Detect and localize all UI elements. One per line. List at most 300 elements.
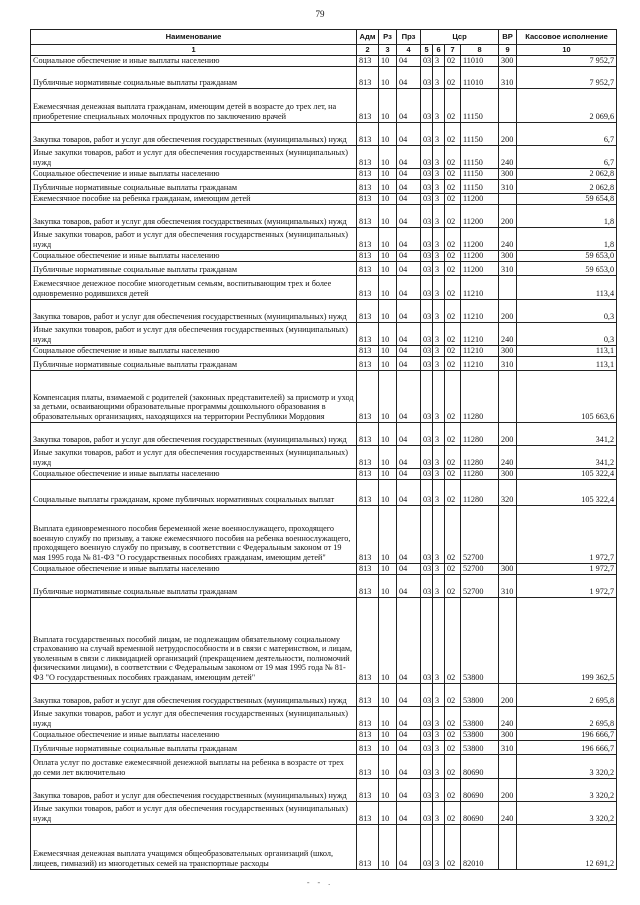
row-vr: 200 bbox=[499, 122, 517, 145]
row-csr-part3: 02 bbox=[445, 683, 461, 706]
table-row bbox=[31, 505, 617, 563]
row-vr: 200 bbox=[499, 204, 517, 227]
row-vr bbox=[499, 370, 517, 422]
row-adm: 813 bbox=[357, 740, 379, 754]
row-name: Социальное обеспечение и иные выплаты населению bbox=[31, 345, 357, 356]
row-adm: 813 bbox=[357, 445, 379, 468]
row-csr-part2: 3 bbox=[433, 370, 445, 422]
row-rz: 10 bbox=[379, 729, 397, 740]
row-name: Публичные нормативные социальные выплаты гражданам bbox=[31, 66, 357, 88]
row-adm: 813 bbox=[357, 145, 379, 168]
row-csr-code: 11200 bbox=[461, 250, 499, 261]
row-prz: 04 bbox=[397, 479, 421, 505]
row-csr-part1: 03 bbox=[421, 193, 433, 204]
row-csr-code: 11210 bbox=[461, 322, 499, 345]
row-prz: 04 bbox=[397, 145, 421, 168]
row-csr-part3: 02 bbox=[445, 261, 461, 275]
row-amount: 12 691,2 bbox=[517, 824, 617, 869]
row-rz: 10 bbox=[379, 179, 397, 193]
row-csr-part2: 3 bbox=[433, 345, 445, 356]
row-csr-part1: 03 bbox=[421, 179, 433, 193]
row-amount: 105 322,4 bbox=[517, 468, 617, 479]
row-vr bbox=[499, 193, 517, 204]
row-csr-part1: 03 bbox=[421, 740, 433, 754]
row-name: Закупка товаров, работ и услуг для обеспечения государственных (муниципальных) нужд bbox=[31, 422, 357, 445]
row-rz: 10 bbox=[379, 322, 397, 345]
row-adm: 813 bbox=[357, 193, 379, 204]
row-vr bbox=[499, 754, 517, 778]
row-rz: 10 bbox=[379, 824, 397, 869]
row-adm: 813 bbox=[357, 261, 379, 275]
row-name: Оплата услуг по доставке ежемесячной денежной выплаты на ребенка в возрасте от трех до семи лет включительно bbox=[31, 754, 357, 778]
row-csr-part2: 3 bbox=[433, 422, 445, 445]
row-name: Выплата государственных пособий лицам, не подлежащим обязательному социальному страхованию на случай временной нетрудоспособности и в связи с материнством, и лицам, уволенным в связи с ликвидацией организаций (прекращением деятельности, полномочий физическими лицами), в соответствии с Федеральным законом от 19 мая 1995 года № 81-ФЗ "О государственных пособиях гражданам, имеющим детей" bbox=[31, 597, 357, 683]
row-csr-part2: 3 bbox=[433, 299, 445, 322]
header-amount: Кассовое исполнение bbox=[517, 30, 617, 45]
row-amount: 2 695,8 bbox=[517, 706, 617, 729]
table-row bbox=[31, 754, 617, 778]
table-row bbox=[31, 563, 617, 574]
row-csr-part1: 03 bbox=[421, 597, 433, 683]
row-prz: 04 bbox=[397, 597, 421, 683]
row-rz: 10 bbox=[379, 250, 397, 261]
row-csr-part1: 03 bbox=[421, 299, 433, 322]
row-csr-part3: 02 bbox=[445, 729, 461, 740]
row-csr-code: 11210 bbox=[461, 356, 499, 370]
row-rz: 10 bbox=[379, 299, 397, 322]
row-vr bbox=[499, 88, 517, 122]
row-csr-part3: 02 bbox=[445, 250, 461, 261]
row-name: Социальное обеспечение и иные выплаты населению bbox=[31, 168, 357, 179]
row-name: Закупка товаров, работ и услуг для обеспечения государственных (муниципальных) нужд bbox=[31, 683, 357, 706]
row-csr-code: 11280 bbox=[461, 479, 499, 505]
row-adm: 813 bbox=[357, 55, 379, 66]
row-csr-code: 53800 bbox=[461, 740, 499, 754]
page-number: 79 bbox=[315, 9, 325, 19]
row-csr-code: 11210 bbox=[461, 275, 499, 299]
row-rz: 10 bbox=[379, 706, 397, 729]
row-rz: 10 bbox=[379, 754, 397, 778]
row-adm: 813 bbox=[357, 370, 379, 422]
row-csr-code: 80690 bbox=[461, 754, 499, 778]
row-adm: 813 bbox=[357, 345, 379, 356]
row-csr-part3: 02 bbox=[445, 754, 461, 778]
row-adm: 813 bbox=[357, 754, 379, 778]
table-row bbox=[31, 597, 617, 683]
table-row bbox=[31, 445, 617, 468]
row-csr-code: 11150 bbox=[461, 179, 499, 193]
row-prz: 04 bbox=[397, 445, 421, 468]
row-csr-part2: 3 bbox=[433, 563, 445, 574]
row-csr-code: 53800 bbox=[461, 597, 499, 683]
row-amount: 6,7 bbox=[517, 145, 617, 168]
row-csr-part1: 03 bbox=[421, 55, 433, 66]
row-name: Социальное обеспечение и иные выплаты населению bbox=[31, 729, 357, 740]
row-amount: 1,8 bbox=[517, 227, 617, 250]
table-row bbox=[31, 227, 617, 250]
table-row bbox=[31, 250, 617, 261]
row-csr-part1: 03 bbox=[421, 145, 433, 168]
row-csr-part2: 3 bbox=[433, 706, 445, 729]
row-amount: 196 666,7 bbox=[517, 729, 617, 740]
row-csr-part3: 02 bbox=[445, 275, 461, 299]
row-csr-code: 11280 bbox=[461, 422, 499, 445]
table-row bbox=[31, 322, 617, 345]
row-vr: 200 bbox=[499, 299, 517, 322]
row-rz: 10 bbox=[379, 122, 397, 145]
row-amount: 199 362,5 bbox=[517, 597, 617, 683]
row-name: Иные закупки товаров, работ и услуг для обеспечения государственных (муниципальных) нужд bbox=[31, 227, 357, 250]
header-prz: Прз bbox=[397, 30, 421, 45]
row-prz: 04 bbox=[397, 370, 421, 422]
table-row bbox=[31, 370, 617, 422]
row-csr-part1: 03 bbox=[421, 356, 433, 370]
table-row bbox=[31, 740, 617, 754]
row-amount: 113,4 bbox=[517, 275, 617, 299]
header-number: 10 bbox=[517, 45, 617, 56]
table-row bbox=[31, 122, 617, 145]
row-rz: 10 bbox=[379, 597, 397, 683]
row-prz: 04 bbox=[397, 193, 421, 204]
row-csr-part1: 03 bbox=[421, 227, 433, 250]
row-csr-code: 11280 bbox=[461, 468, 499, 479]
row-prz: 04 bbox=[397, 754, 421, 778]
row-csr-code: 11150 bbox=[461, 145, 499, 168]
row-name: Иные закупки товаров, работ и услуг для обеспечения государственных (муниципальных) нужд bbox=[31, 706, 357, 729]
row-csr-part2: 3 bbox=[433, 250, 445, 261]
row-prz: 04 bbox=[397, 55, 421, 66]
table-row bbox=[31, 683, 617, 706]
row-csr-part2: 3 bbox=[433, 778, 445, 801]
header-vr: ВР bbox=[499, 30, 517, 45]
row-csr-code: 52700 bbox=[461, 574, 499, 597]
row-rz: 10 bbox=[379, 740, 397, 754]
row-prz: 04 bbox=[397, 356, 421, 370]
row-rz: 10 bbox=[379, 422, 397, 445]
row-prz: 04 bbox=[397, 801, 421, 824]
row-csr-part2: 3 bbox=[433, 168, 445, 179]
row-csr-part1: 03 bbox=[421, 168, 433, 179]
row-csr-part1: 03 bbox=[421, 801, 433, 824]
row-csr-part3: 02 bbox=[445, 597, 461, 683]
row-amount: 341,2 bbox=[517, 445, 617, 468]
row-csr-code: 80690 bbox=[461, 778, 499, 801]
row-rz: 10 bbox=[379, 505, 397, 563]
row-adm: 813 bbox=[357, 204, 379, 227]
row-name: Социальное обеспечение и иные выплаты населению bbox=[31, 250, 357, 261]
row-amount: 105 322,4 bbox=[517, 479, 617, 505]
table-row bbox=[31, 145, 617, 168]
row-adm: 813 bbox=[357, 227, 379, 250]
row-csr-code: 11150 bbox=[461, 122, 499, 145]
row-rz: 10 bbox=[379, 468, 397, 479]
row-csr-code: 11200 bbox=[461, 261, 499, 275]
row-name: Публичные нормативные социальные выплаты гражданам bbox=[31, 356, 357, 370]
row-prz: 04 bbox=[397, 66, 421, 88]
row-prz: 04 bbox=[397, 122, 421, 145]
row-amount: 113,1 bbox=[517, 356, 617, 370]
row-adm: 813 bbox=[357, 179, 379, 193]
row-rz: 10 bbox=[379, 445, 397, 468]
row-prz: 04 bbox=[397, 88, 421, 122]
row-adm: 813 bbox=[357, 778, 379, 801]
row-vr: 200 bbox=[499, 422, 517, 445]
row-csr-part3: 02 bbox=[445, 55, 461, 66]
row-csr-code: 82010 bbox=[461, 824, 499, 869]
row-csr-part3: 02 bbox=[445, 356, 461, 370]
header-number: 4 bbox=[397, 45, 421, 56]
table-row bbox=[31, 88, 617, 122]
row-csr-part2: 3 bbox=[433, 88, 445, 122]
row-csr-part3: 02 bbox=[445, 345, 461, 356]
row-vr bbox=[499, 824, 517, 869]
row-rz: 10 bbox=[379, 356, 397, 370]
row-csr-code: 11210 bbox=[461, 345, 499, 356]
header-number: 6 bbox=[433, 45, 445, 56]
row-csr-code: 11150 bbox=[461, 168, 499, 179]
table-row bbox=[31, 778, 617, 801]
row-name: Публичные нормативные социальные выплаты гражданам bbox=[31, 574, 357, 597]
table-row bbox=[31, 824, 617, 869]
table-row bbox=[31, 345, 617, 356]
row-csr-part1: 03 bbox=[421, 778, 433, 801]
table-row bbox=[31, 468, 617, 479]
row-csr-part3: 02 bbox=[445, 778, 461, 801]
row-csr-part1: 03 bbox=[421, 706, 433, 729]
row-prz: 04 bbox=[397, 563, 421, 574]
table-row bbox=[31, 193, 617, 204]
row-csr-part1: 03 bbox=[421, 122, 433, 145]
row-csr-part1: 03 bbox=[421, 422, 433, 445]
page-bottom-marks: - - . bbox=[306, 878, 334, 887]
row-adm: 813 bbox=[357, 88, 379, 122]
row-rz: 10 bbox=[379, 261, 397, 275]
row-rz: 10 bbox=[379, 479, 397, 505]
row-csr-part2: 3 bbox=[433, 122, 445, 145]
row-adm: 813 bbox=[357, 597, 379, 683]
row-amount: 2 069,6 bbox=[517, 88, 617, 122]
row-vr: 300 bbox=[499, 168, 517, 179]
row-adm: 813 bbox=[357, 574, 379, 597]
table-row bbox=[31, 356, 617, 370]
row-vr: 240 bbox=[499, 145, 517, 168]
row-vr: 310 bbox=[499, 261, 517, 275]
row-csr-part3: 02 bbox=[445, 445, 461, 468]
row-csr-part3: 02 bbox=[445, 88, 461, 122]
header-number: 9 bbox=[499, 45, 517, 56]
table-row bbox=[31, 479, 617, 505]
row-name: Иные закупки товаров, работ и услуг для обеспечения государственных (муниципальных) нужд bbox=[31, 145, 357, 168]
row-vr bbox=[499, 597, 517, 683]
row-vr: 300 bbox=[499, 729, 517, 740]
row-amount: 341,2 bbox=[517, 422, 617, 445]
row-csr-part2: 3 bbox=[433, 445, 445, 468]
row-csr-part3: 02 bbox=[445, 299, 461, 322]
header-number: 3 bbox=[379, 45, 397, 56]
row-rz: 10 bbox=[379, 55, 397, 66]
row-amount: 7 952,7 bbox=[517, 55, 617, 66]
row-name: Социальные выплаты гражданам, кроме публичных нормативных социальных выплат bbox=[31, 479, 357, 505]
row-csr-part1: 03 bbox=[421, 479, 433, 505]
row-amount: 3 320,2 bbox=[517, 801, 617, 824]
header-number: 8 bbox=[461, 45, 499, 56]
row-amount: 59 654,8 bbox=[517, 193, 617, 204]
row-adm: 813 bbox=[357, 322, 379, 345]
row-csr-part2: 3 bbox=[433, 574, 445, 597]
row-prz: 04 bbox=[397, 168, 421, 179]
row-adm: 813 bbox=[357, 563, 379, 574]
table-row bbox=[31, 66, 617, 88]
row-prz: 04 bbox=[397, 422, 421, 445]
row-name: Социальное обеспечение и иные выплаты населению bbox=[31, 468, 357, 479]
row-csr-part1: 03 bbox=[421, 370, 433, 422]
header-row bbox=[31, 30, 617, 45]
row-name: Иные закупки товаров, работ и услуг для обеспечения государственных (муниципальных) нужд bbox=[31, 322, 357, 345]
row-rz: 10 bbox=[379, 345, 397, 356]
table-row bbox=[31, 574, 617, 597]
table-row bbox=[31, 168, 617, 179]
table-row bbox=[31, 706, 617, 729]
row-prz: 04 bbox=[397, 683, 421, 706]
row-csr-part2: 3 bbox=[433, 683, 445, 706]
row-csr-part1: 03 bbox=[421, 574, 433, 597]
row-amount: 59 653,0 bbox=[517, 250, 617, 261]
row-rz: 10 bbox=[379, 683, 397, 706]
row-csr-part1: 03 bbox=[421, 505, 433, 563]
row-name: Ежемесячная денежная выплата гражданам, имеющим детей в возрасте до трех лет, на приобретение специальных молочных продуктов по заключению врачей bbox=[31, 88, 357, 122]
row-adm: 813 bbox=[357, 468, 379, 479]
row-csr-part1: 03 bbox=[421, 204, 433, 227]
row-prz: 04 bbox=[397, 706, 421, 729]
row-csr-part3: 02 bbox=[445, 227, 461, 250]
row-csr-part2: 3 bbox=[433, 729, 445, 740]
row-csr-part2: 3 bbox=[433, 227, 445, 250]
row-prz: 04 bbox=[397, 468, 421, 479]
row-csr-part3: 02 bbox=[445, 204, 461, 227]
row-amount: 2 062,8 bbox=[517, 168, 617, 179]
row-rz: 10 bbox=[379, 193, 397, 204]
row-csr-part2: 3 bbox=[433, 66, 445, 88]
row-csr-part3: 02 bbox=[445, 168, 461, 179]
row-amount: 1 972,7 bbox=[517, 563, 617, 574]
row-vr: 310 bbox=[499, 356, 517, 370]
row-csr-code: 11280 bbox=[461, 370, 499, 422]
row-csr-part3: 02 bbox=[445, 179, 461, 193]
row-name: Ежемесячная денежная выплата учащимся общеобразовательных организаций (школ, лицеев, гимназий) из многодетных семей на транспортные расходы bbox=[31, 824, 357, 869]
row-amount: 3 320,2 bbox=[517, 754, 617, 778]
row-csr-part3: 02 bbox=[445, 322, 461, 345]
row-csr-part2: 3 bbox=[433, 179, 445, 193]
row-csr-part3: 02 bbox=[445, 370, 461, 422]
row-name: Закупка товаров, работ и услуг для обеспечения государственных (муниципальных) нужд bbox=[31, 122, 357, 145]
row-rz: 10 bbox=[379, 801, 397, 824]
row-amount: 1 972,7 bbox=[517, 505, 617, 563]
row-csr-part1: 03 bbox=[421, 824, 433, 869]
row-prz: 04 bbox=[397, 179, 421, 193]
row-vr: 310 bbox=[499, 66, 517, 88]
row-csr-part2: 3 bbox=[433, 193, 445, 204]
row-adm: 813 bbox=[357, 422, 379, 445]
row-vr: 240 bbox=[499, 706, 517, 729]
row-csr-part2: 3 bbox=[433, 322, 445, 345]
row-name: Закупка товаров, работ и услуг для обеспечения государственных (муниципальных) нужд bbox=[31, 778, 357, 801]
table-row bbox=[31, 261, 617, 275]
row-rz: 10 bbox=[379, 145, 397, 168]
row-csr-code: 11010 bbox=[461, 66, 499, 88]
row-amount: 3 320,2 bbox=[517, 778, 617, 801]
row-adm: 813 bbox=[357, 66, 379, 88]
row-adm: 813 bbox=[357, 275, 379, 299]
row-csr-code: 52700 bbox=[461, 563, 499, 574]
row-csr-part3: 02 bbox=[445, 801, 461, 824]
row-vr: 310 bbox=[499, 740, 517, 754]
row-vr: 300 bbox=[499, 468, 517, 479]
header-rz: Рз bbox=[379, 30, 397, 45]
row-amount: 2 062,8 bbox=[517, 179, 617, 193]
row-csr-part3: 02 bbox=[445, 505, 461, 563]
header-number: 7 bbox=[445, 45, 461, 56]
row-vr bbox=[499, 275, 517, 299]
row-name: Публичные нормативные социальные выплаты гражданам bbox=[31, 179, 357, 193]
row-csr-part2: 3 bbox=[433, 145, 445, 168]
row-adm: 813 bbox=[357, 801, 379, 824]
row-csr-code: 11200 bbox=[461, 204, 499, 227]
row-prz: 04 bbox=[397, 778, 421, 801]
row-csr-code: 53800 bbox=[461, 706, 499, 729]
row-name: Компенсация платы, взимаемой с родителей (законных представителей) за присмотр и уход за детьми, осваивающими образовательные программы дошкольного образования в образовательных организациях, находящихся на территории Республики Мордовия bbox=[31, 370, 357, 422]
row-vr: 300 bbox=[499, 55, 517, 66]
table-row bbox=[31, 422, 617, 445]
row-name: Публичные нормативные социальные выплаты гражданам bbox=[31, 261, 357, 275]
row-rz: 10 bbox=[379, 574, 397, 597]
row-csr-part2: 3 bbox=[433, 55, 445, 66]
row-rz: 10 bbox=[379, 168, 397, 179]
row-name: Выплата единовременного пособия беременной жене военнослужащего, проходящего военную службу по призыву, а также ежемесячного пособия на ребенка военнослужащего, проходящего военную службу по призыву, в соответствии с Федеральным законом от 19 мая 1995 года № 81-ФЗ "О государственных пособиях гражданам, имеющим детей" bbox=[31, 505, 357, 563]
table-row bbox=[31, 801, 617, 824]
row-name: Публичные нормативные социальные выплаты гражданам bbox=[31, 740, 357, 754]
row-rz: 10 bbox=[379, 204, 397, 227]
row-csr-part1: 03 bbox=[421, 250, 433, 261]
row-csr-part3: 02 bbox=[445, 66, 461, 88]
row-adm: 813 bbox=[357, 250, 379, 261]
row-amount: 105 663,6 bbox=[517, 370, 617, 422]
row-adm: 813 bbox=[357, 356, 379, 370]
row-vr: 240 bbox=[499, 322, 517, 345]
row-csr-part3: 02 bbox=[445, 824, 461, 869]
row-vr bbox=[499, 505, 517, 563]
row-name: Ежемесячное денежное пособие многодетным семьям, воспитывающим трех и более одновременно родившихся детей bbox=[31, 275, 357, 299]
row-vr: 240 bbox=[499, 801, 517, 824]
row-csr-part3: 02 bbox=[445, 574, 461, 597]
row-prz: 04 bbox=[397, 345, 421, 356]
table-row bbox=[31, 204, 617, 227]
row-prz: 04 bbox=[397, 299, 421, 322]
row-rz: 10 bbox=[379, 88, 397, 122]
row-prz: 04 bbox=[397, 824, 421, 869]
row-csr-part3: 02 bbox=[445, 422, 461, 445]
row-csr-part2: 3 bbox=[433, 275, 445, 299]
row-csr-part1: 03 bbox=[421, 88, 433, 122]
row-name: Ежемесячное пособие на ребенка гражданам, имеющим детей bbox=[31, 193, 357, 204]
row-amount: 1 972,7 bbox=[517, 574, 617, 597]
row-prz: 04 bbox=[397, 250, 421, 261]
row-csr-part3: 02 bbox=[445, 479, 461, 505]
header-adm: Адм bbox=[357, 30, 379, 45]
row-rz: 10 bbox=[379, 227, 397, 250]
row-csr-part1: 03 bbox=[421, 729, 433, 740]
row-csr-part3: 02 bbox=[445, 563, 461, 574]
table-row bbox=[31, 729, 617, 740]
